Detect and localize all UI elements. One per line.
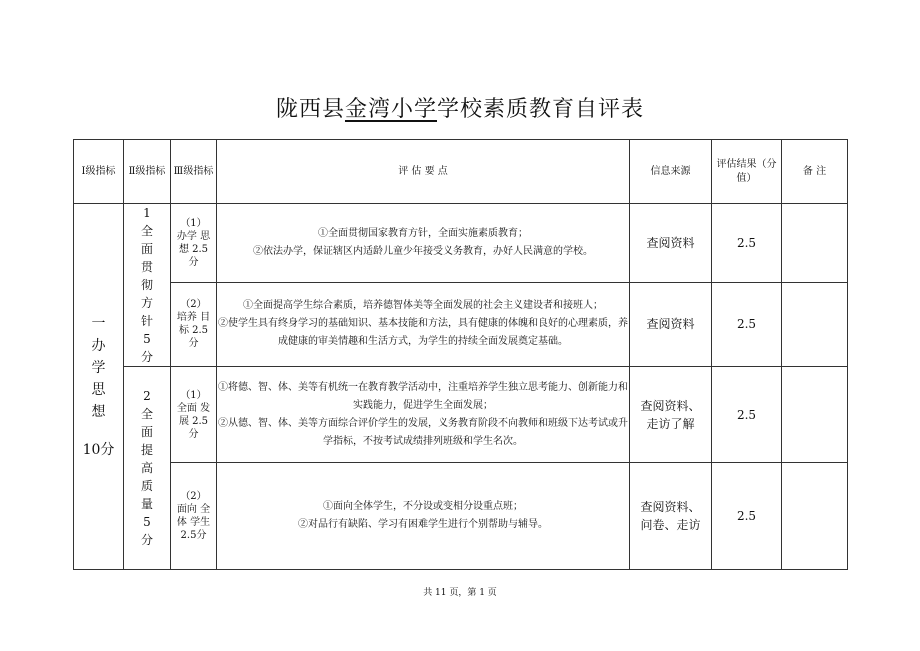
header-level2: Ⅱ级指标 [124,140,171,204]
source-cell: 查阅资料、走访了解 [630,367,712,463]
page-footer: 共 11 页，第 1 页 [423,588,497,598]
level1-score: 10分 [82,441,115,458]
level3-cell: （2） 培养 目标 2.5分 [171,282,217,366]
level1-cell [74,204,124,570]
point-item: ②依法办学，保证辖区内适龄儿童少年接受义务教育，办好人民满意的学校。 [253,245,593,257]
result-cell: 2.5 [712,282,782,366]
level2-cell [124,367,171,570]
points-cell [217,367,630,463]
header-level1: Ⅰ级指标 [74,140,124,204]
point-item: ①将德、智、体、美等有机统一在教育教学活动中，注重培养学生独立思考能力、创新能力和实践能力，促进学生全面发展； [218,381,628,411]
header-result: 评估结果（分值） [712,140,782,204]
table-row [74,463,848,570]
level2-label: 2 全面提高质量 5分 [140,389,153,547]
header-row [74,140,848,204]
level3-cell: （1） 办学 思想 2.5分 [171,204,217,283]
table-row [74,282,848,366]
remark-cell [782,282,848,366]
point-item: ②使学生具有终身学习的基础知识、基本技能和方法，具有健康的体魄和良好的心理素质，养成健康的审美情趣和生活方式，为学生的持续全面发展奠定基础。 [218,318,628,348]
source-cell: 查阅资料 [630,204,712,283]
level2-cell [124,204,171,367]
level3-cell: （1） 全面 发展 2.5分 [171,367,217,463]
remark-cell [782,204,848,283]
header-points: 评 估 要 点 [217,140,630,204]
result-cell: 2.5 [712,367,782,463]
point-item: ①全面提高学生综合素质，培养德智体美等全面发展的社会主义建设者和接班人； [243,300,603,312]
point-item: ①全面贯彻国家教育方针，全面实施素质教育； [318,227,528,239]
level3-cell: （2） 面向 全体 学生 2.5分 [171,463,217,570]
level1-label: 一 办学思想 [91,315,106,420]
table-row [74,204,848,283]
point-item: ①面向全体学生，不分设或变相分设重点班； [323,501,523,512]
points-cell [217,204,630,283]
table-row [74,367,848,463]
source-cell: 查阅资料 [630,282,712,366]
result-cell: 2.5 [712,204,782,283]
points-cell [217,282,630,366]
points-cell [217,463,630,570]
point-item: ②从德、智、体、美等方面综合评价学生的发展，义务教育阶段不向教师和班级下达考试或升学指标，不按考试成绩排列班级和学生名次。 [218,417,628,447]
page-title: 陇西县金湾小学学校素质教育自评表 [275,97,645,122]
evaluation-table [73,139,848,570]
source-cell: 查阅资料、问卷、走访 [630,463,712,570]
header-remark: 备 注 [782,140,848,204]
result-cell: 2.5 [712,463,782,570]
header-source: 信息来源 [630,140,712,204]
point-item: ②对品行有缺陷、学习有困难学生进行个别帮助与辅导。 [298,519,548,530]
remark-cell [782,463,848,570]
remark-cell [782,367,848,463]
level2-label: 1 全面贯彻方针 5分 [140,206,153,364]
header-level3: Ⅲ级指标 [171,140,217,204]
